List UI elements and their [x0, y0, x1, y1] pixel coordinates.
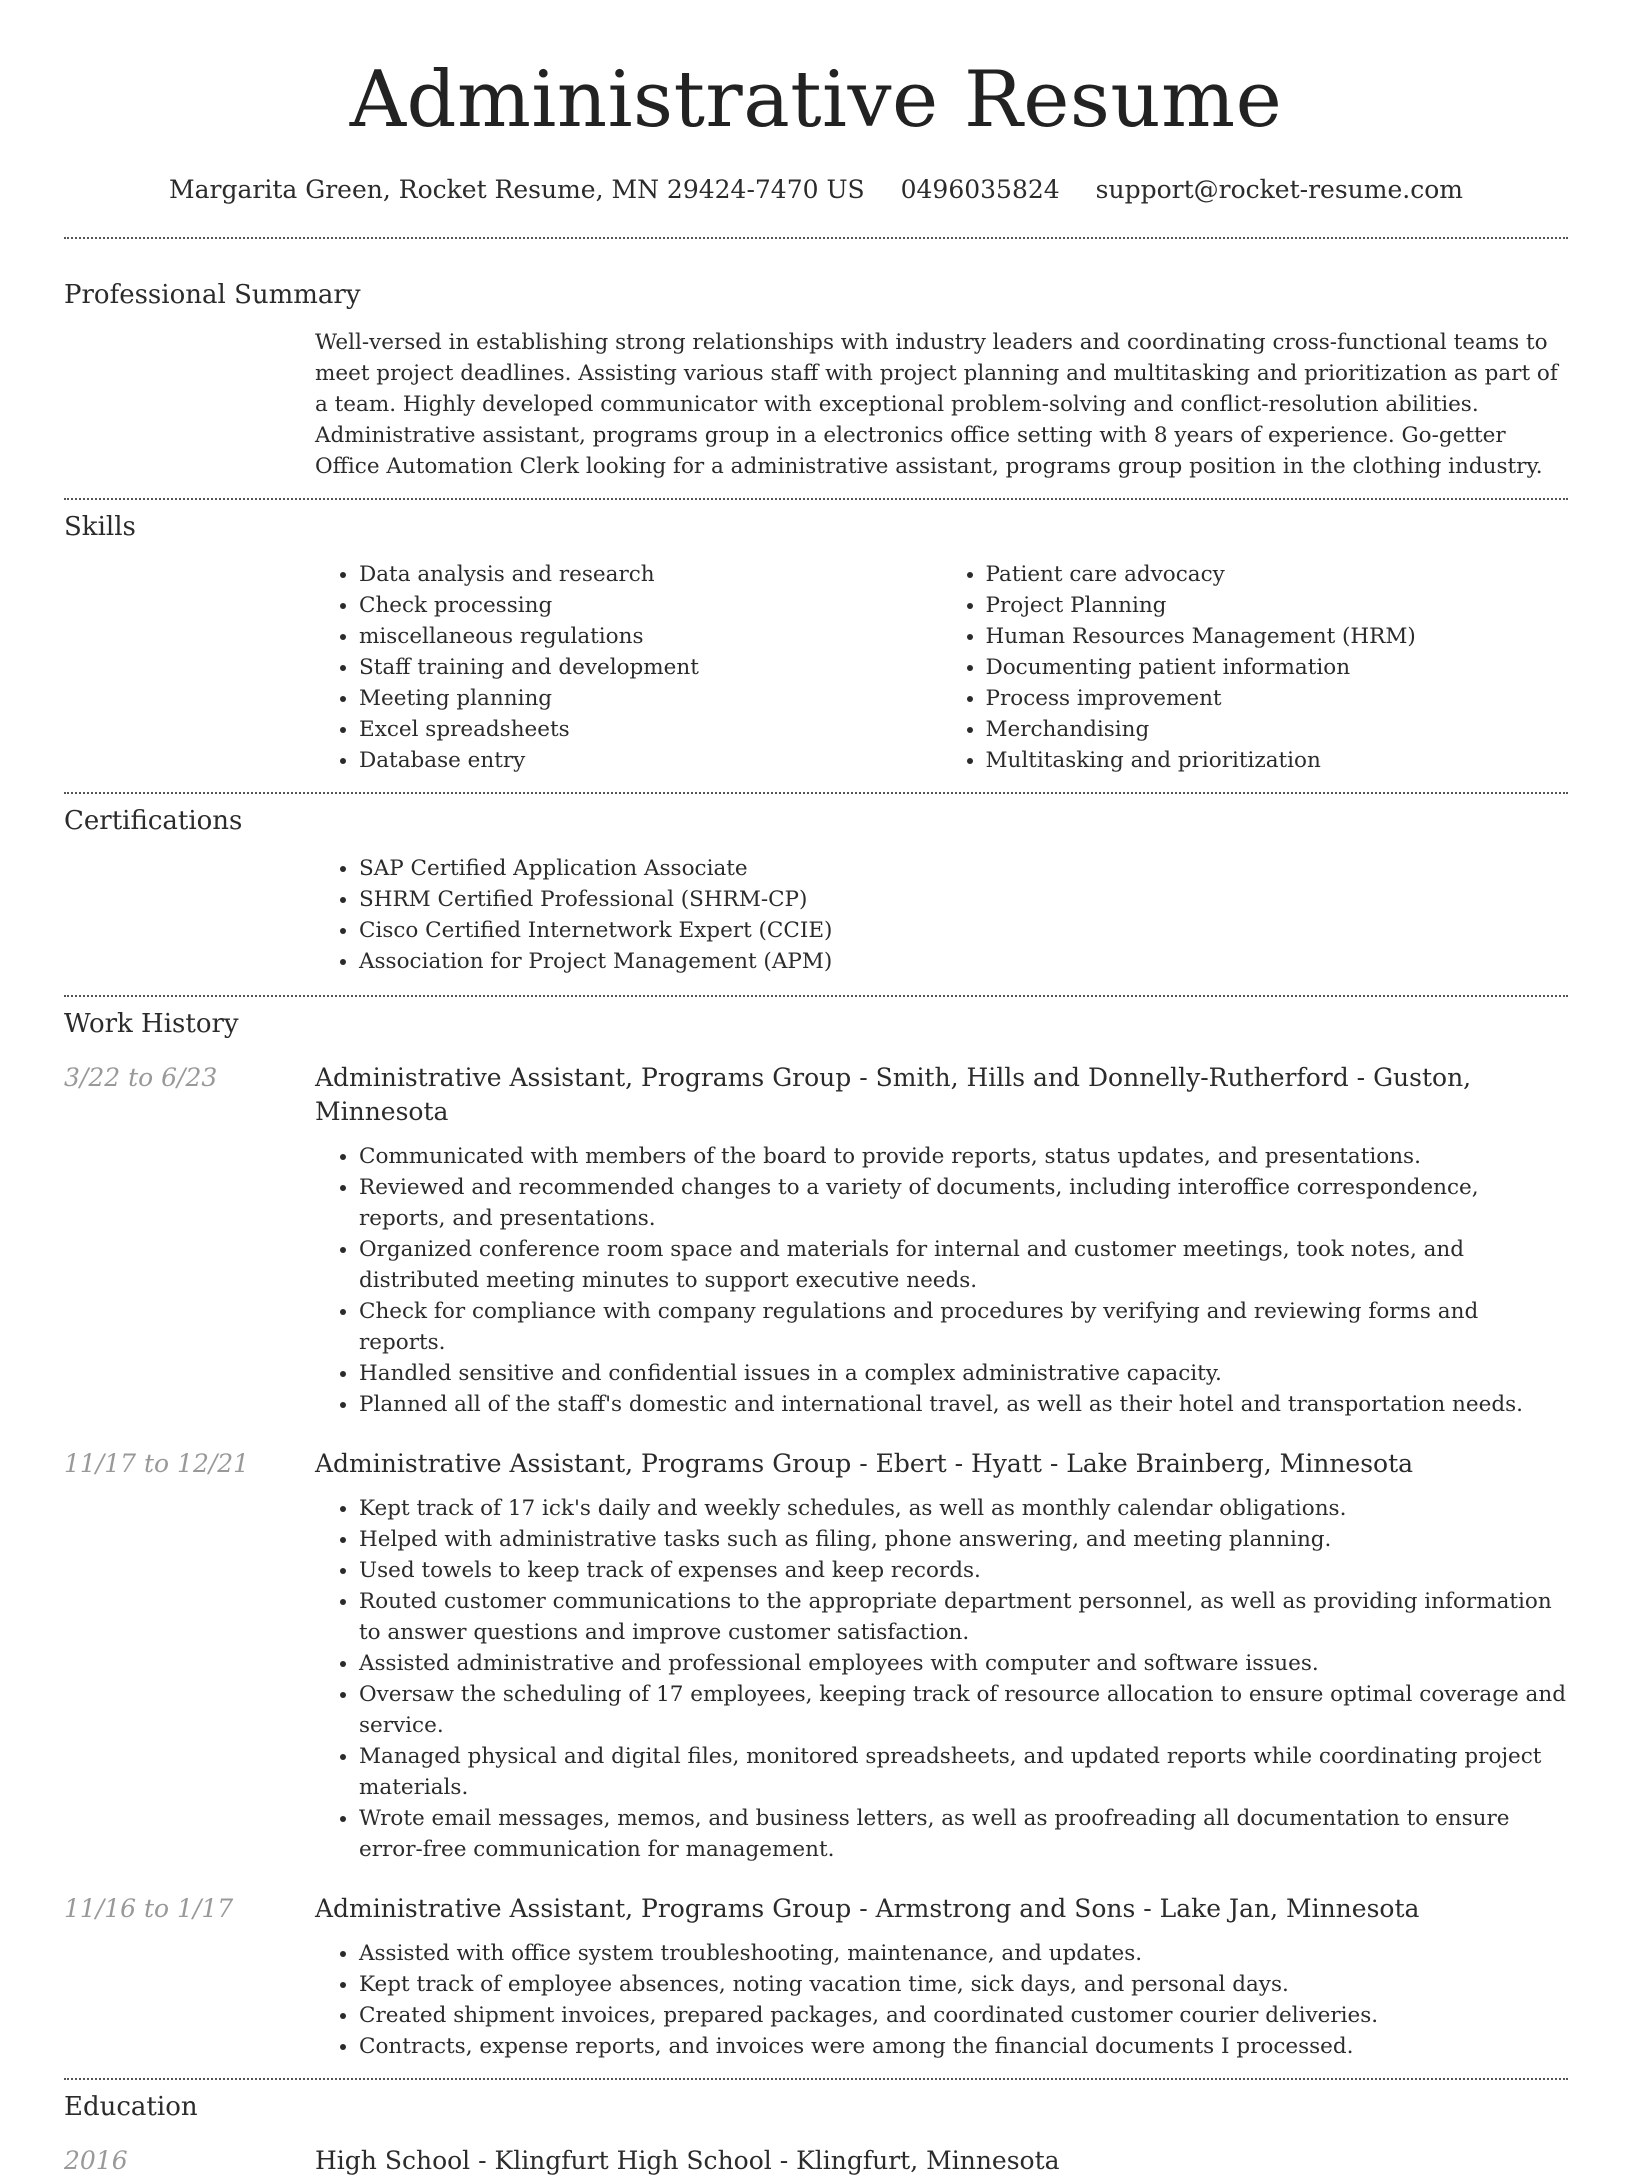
job-bullet: • Kept track of 17 ick's daily and weekly schedules, as well as monthly calendar obligations. — [359, 1493, 1568, 1524]
job-date: 11/16 to 1/17 — [64, 1894, 234, 1923]
skill-item: • Patient care advocacy — [986, 559, 1569, 590]
contact-address: Margarita Green, Rocket Resume, MN 29424-7470 US — [169, 175, 865, 204]
job-bullet: • Created shipment invoices, prepared packages, and coordinated customer courier deliveries. — [359, 2000, 1568, 2031]
job-title: Administrative Assistant, Programs Group - Armstrong and Sons - Lake Jan, Minnesota — [315, 1894, 1420, 1923]
skill-item: • Data analysis and research — [359, 559, 942, 590]
skill-item: • Human Resources Management (HRM) — [986, 621, 1569, 652]
job-bullet: • Contracts, expense reports, and invoices were among the financial documents I processed. — [359, 2031, 1568, 2062]
job-bullet: • Managed physical and digital files, monitored spreadsheets, and updated reports while coordinating project materials. — [359, 1741, 1568, 1803]
education-date: 2016 — [64, 2146, 128, 2175]
education-entry — [64, 2144, 1568, 2178]
contact-phone: 0496035824 — [900, 175, 1060, 204]
job-bullet: • Handled sensitive and confidential issues in a complex administrative capacity. — [359, 1358, 1568, 1389]
job-bullet-list — [315, 1938, 1568, 2062]
skill-item: • Excel spreadsheets — [359, 714, 942, 745]
skill-item: • Meeting planning — [359, 683, 942, 714]
resume-page — [64, 0, 1568, 2178]
skill-item: • Database entry — [359, 745, 942, 776]
certification-item: • Association for Project Management (APM) — [359, 946, 1568, 977]
job-title: Administrative Assistant, Programs Group - Smith, Hills and Donnelly-Rutherford - Guston, Minnesota — [315, 1063, 1472, 1126]
job-bullet: • Organized conference room space and materials for internal and customer meetings, took notes, and distributed meeting minutes to support executive needs. — [359, 1234, 1568, 1296]
skill-item: • miscellaneous regulations — [359, 621, 942, 652]
divider — [64, 995, 1568, 997]
job-bullet-list — [315, 1493, 1568, 1865]
certification-item: • Cisco Certified Internetwork Expert (CCIE) — [359, 915, 1568, 946]
certifications-block — [315, 853, 1568, 977]
job-bullet: • Reviewed and recommended changes to a variety of documents, including interoffice correspondence, reports, and presentations. — [359, 1172, 1568, 1234]
job-date: 11/17 to 12/21 — [64, 1449, 250, 1478]
skills-left-list — [315, 559, 942, 776]
summary-heading: Professional Summary — [64, 280, 361, 310]
work-heading: Work History — [64, 1009, 239, 1039]
education-heading: Education — [64, 2092, 198, 2122]
education-title: High School - Klingfurt High School - Klingfurt, Minnesota — [315, 2146, 1060, 2175]
job-bullet: • Routed customer communications to the appropriate department personnel, as well as providing information to answer questions and improve customer satisfaction. — [359, 1586, 1568, 1648]
job-bullet: • Planned all of the staff's domestic and international travel, as well as their hotel and transportation needs. — [359, 1389, 1568, 1420]
certifications-list — [315, 853, 1568, 977]
certifications-heading: Certifications — [64, 806, 243, 836]
job-bullet: • Check for compliance with company regulations and procedures by verifying and reviewing forms and reports. — [359, 1296, 1568, 1358]
contact-line — [64, 174, 1568, 206]
skill-item: • Project Planning — [986, 590, 1569, 621]
job-bullet: • Assisted with office system troubleshooting, maintenance, and updates. — [359, 1938, 1568, 1969]
job-bullet: • Wrote email messages, memos, and business letters, as well as proofreading all documentation to ensure error-free communication for management. — [359, 1803, 1568, 1865]
certification-item: • SAP Certified Application Associate — [359, 853, 1568, 884]
job-header — [64, 1892, 1568, 1926]
job-bullet: • Communicated with members of the board to provide reports, status updates, and presentations. — [359, 1141, 1568, 1172]
skill-item: • Merchandising — [986, 714, 1569, 745]
summary-text: Well-versed in establishing strong relationships with industry leaders and coordinating cross-functional teams to meet project deadlines. Assisting various staff with project planning and multitasking and prioritization as part of a team. Highly developed communicator with exceptional problem-solving and conflict-resolution abilities. Administrative assistant, programs group in a electronics office setting with 8 years of experience. Go-getter Office Automation Clerk looking for a administrative assistant, programs group position in the clothing industry. — [315, 330, 1558, 479]
skill-item: • Multitasking and prioritization — [986, 745, 1569, 776]
divider — [64, 792, 1568, 794]
job-duties — [315, 1141, 1568, 1420]
job-header — [64, 1447, 1568, 1481]
job-header — [64, 1061, 1568, 1129]
job-bullet: • Helped with administrative tasks such as filing, phone answering, and meeting planning. — [359, 1524, 1568, 1555]
job-bullet-list — [315, 1141, 1568, 1420]
skill-item: • Process improvement — [986, 683, 1569, 714]
skills-right-list — [942, 559, 1569, 776]
job-duties — [315, 1493, 1568, 1865]
job-title: Administrative Assistant, Programs Group - Ebert - Hyatt - Lake Brainberg, Minnesota — [315, 1449, 1414, 1478]
resume-title: Administrative Resume — [349, 55, 1283, 145]
divider — [64, 237, 1568, 239]
contact-email: support@rocket-resume.com — [1095, 175, 1463, 204]
job-bullet: • Oversaw the scheduling of 17 employees, keeping track of resource allocation to ensure optimal coverage and service. — [359, 1679, 1568, 1741]
job-bullet: • Assisted administrative and professional employees with computer and software issues. — [359, 1648, 1568, 1679]
skills-columns — [315, 559, 1568, 776]
job-bullet: • Used towels to keep track of expenses and keep records. — [359, 1555, 1568, 1586]
divider — [64, 498, 1568, 500]
certification-item: • SHRM Certified Professional (SHRM-CP) — [359, 884, 1568, 915]
job-date: 3/22 to 6/23 — [64, 1063, 218, 1092]
skills-heading: Skills — [64, 512, 136, 542]
skill-item: • Check processing — [359, 590, 942, 621]
divider — [64, 2078, 1568, 2080]
skill-item: • Staff training and development — [359, 652, 942, 683]
skill-item: • Documenting patient information — [986, 652, 1569, 683]
job-bullet: • Kept track of employee absences, noting vacation time, sick days, and personal days. — [359, 1969, 1568, 2000]
job-duties — [315, 1938, 1568, 2062]
